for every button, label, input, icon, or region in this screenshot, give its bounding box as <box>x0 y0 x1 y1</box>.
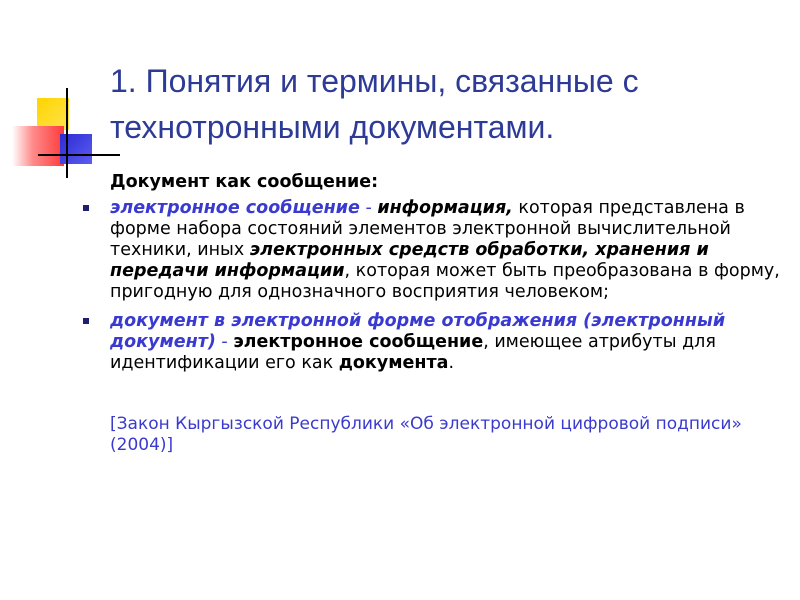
definition-text-end: , которая может быть преобразована в форму, пригодную для однозначного восприятия человеком; <box>110 261 780 302</box>
slide-title: 1. Понятия и термины, связанные с технотронными документами. <box>110 63 639 145</box>
source-citation: [Закон Кыргызской Республики «Об электронной цифровой подписи» (2004)] <box>110 414 742 455</box>
list-item <box>80 311 780 374</box>
term-electronic-message: электронное сообщение <box>110 198 360 218</box>
separator: - <box>359 198 378 218</box>
separator: - <box>215 332 234 352</box>
definition-emphasis: электронных средств обработки, хранения и передачи информации <box>110 240 709 281</box>
square-bullet-icon <box>83 205 89 211</box>
horizontal-line <box>38 154 120 156</box>
term-electronic-document: документ в электронной форме отображения (электронный документ) <box>110 311 726 352</box>
definition-text: которая представлена в форме набора состояний элементов электронной вычислительной техники, иных <box>110 198 745 260</box>
vertical-line <box>66 88 68 178</box>
square-bullet-icon <box>83 318 89 324</box>
definition-text: , имеющее атрибуты для идентификации его как <box>110 332 716 373</box>
blue-square <box>60 134 92 164</box>
definition-text-end: . <box>448 353 455 373</box>
definition-bold-document: документа <box>338 353 449 373</box>
definition-bold: электронное сообщение <box>233 332 484 352</box>
subheading: Документ как сообщение: <box>110 172 379 192</box>
list-item <box>80 198 780 303</box>
slide-logo-decoration <box>0 0 120 185</box>
slide-content <box>80 172 780 456</box>
definition-bold: информация, <box>377 198 513 218</box>
red-square <box>12 126 64 166</box>
